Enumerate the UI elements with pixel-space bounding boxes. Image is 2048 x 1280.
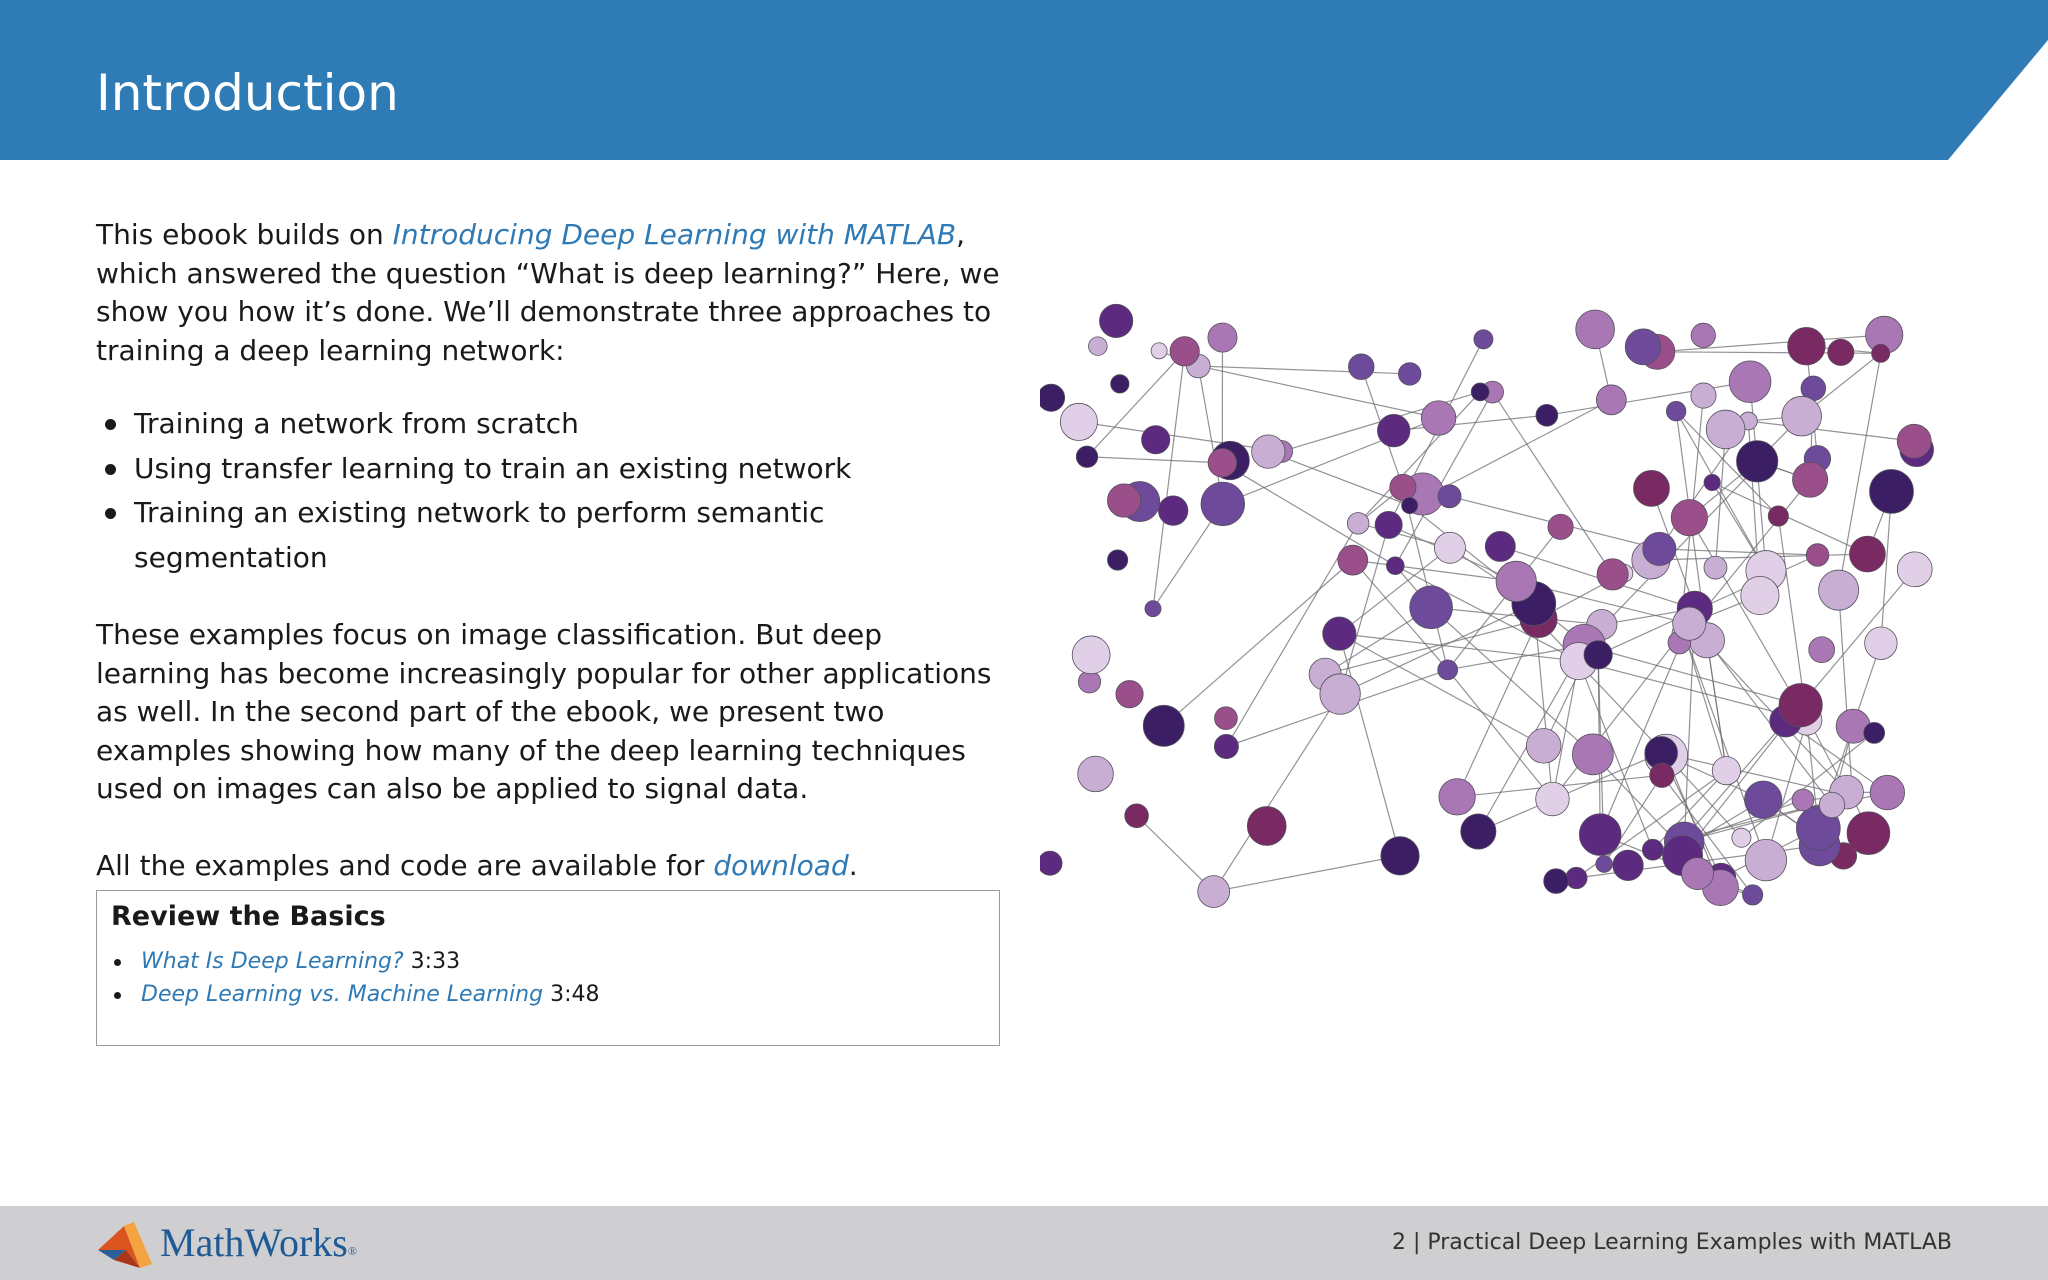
download-period: . xyxy=(848,848,858,882)
review-video-list xyxy=(111,945,600,1011)
network-edge xyxy=(1339,634,1543,746)
intro-paragraph xyxy=(96,216,1002,370)
network-node xyxy=(1650,763,1674,787)
network-node xyxy=(1377,414,1409,446)
network-node xyxy=(1566,867,1587,888)
network-node xyxy=(1806,544,1829,567)
network-node xyxy=(1214,734,1238,758)
network-node xyxy=(1793,462,1828,497)
network-node xyxy=(1143,705,1184,746)
network-node xyxy=(1584,641,1612,669)
network-node xyxy=(1438,485,1461,508)
network-node xyxy=(1625,329,1661,365)
network-edge xyxy=(1087,457,1222,463)
review-title: Review the Basics xyxy=(111,901,386,932)
network-node xyxy=(1732,828,1751,847)
network-node xyxy=(1870,775,1905,810)
network-node xyxy=(1347,513,1369,535)
network-node xyxy=(1643,532,1676,565)
network-node xyxy=(1348,354,1374,380)
network-node xyxy=(1496,561,1536,601)
network-node xyxy=(1745,781,1782,818)
network-node xyxy=(1040,384,1065,411)
intro-text-end: , which answered the question “What is deep learning?” Here, we show you how it’s done. We’ll demonstrate three approaches to training a deep learning network: xyxy=(96,218,1000,367)
network-node xyxy=(1779,683,1822,726)
network-node xyxy=(1398,363,1421,386)
network-node xyxy=(1819,570,1859,610)
network-node xyxy=(1247,807,1286,846)
network-node xyxy=(1872,344,1890,362)
network-node xyxy=(1485,531,1515,561)
mathworks-membrane-logo-icon xyxy=(96,1220,156,1270)
network-node xyxy=(1768,506,1788,526)
applications-paragraph: These examples focus on image classification. But deep learning has become increasingly popular for other applications as well. In the second part of the ebook, we present two examples showing how many of the deep learning techniques used on images can also be applied to signal data. xyxy=(96,618,992,805)
network-node xyxy=(1421,401,1456,436)
network-node xyxy=(1572,734,1613,775)
review-item xyxy=(111,978,600,1011)
network-node xyxy=(1706,410,1745,449)
intro-text-start: This ebook builds on xyxy=(96,218,393,251)
network-nodes xyxy=(1040,304,1934,907)
network-node xyxy=(1471,383,1489,401)
network-node xyxy=(1729,361,1771,403)
approach-list xyxy=(96,402,1002,580)
network-edge xyxy=(1552,661,1578,799)
download-link[interactable]: download xyxy=(713,848,849,882)
introducing-deep-learning-link[interactable]: Introducing Deep Learning with MATLAB xyxy=(392,218,957,251)
mathworks-wordmark xyxy=(160,1218,357,1268)
network-node xyxy=(1850,536,1886,572)
network-node xyxy=(1040,851,1062,875)
network-node xyxy=(1100,304,1133,337)
network-node xyxy=(1741,576,1779,614)
network-node xyxy=(1897,552,1932,587)
network-node xyxy=(1076,446,1097,467)
list-item: Training an existing network to perform semantic segmentation xyxy=(96,491,1002,580)
video-duration: 3:33 xyxy=(410,949,461,974)
network-node xyxy=(1375,511,1402,538)
network-edge xyxy=(1659,549,1817,555)
what-is-deep-learning-link[interactable]: What Is Deep Learning? xyxy=(141,949,404,974)
network-node xyxy=(1526,729,1561,764)
network-node xyxy=(1410,586,1453,629)
network-edge xyxy=(1715,429,1725,567)
network-node xyxy=(1116,681,1143,708)
network-node xyxy=(1170,337,1199,366)
network-node xyxy=(1208,449,1237,478)
network-node xyxy=(1198,876,1230,908)
review-item xyxy=(111,945,600,978)
network-node xyxy=(1125,804,1149,828)
trademark-symbol: ® xyxy=(347,1244,357,1258)
network-edge xyxy=(1339,634,1578,661)
network-node xyxy=(1788,327,1826,365)
network-node xyxy=(1579,814,1621,856)
download-text: All the examples and code are available for xyxy=(96,848,714,882)
network-node xyxy=(1536,404,1558,426)
network-node xyxy=(1828,339,1854,365)
network-node xyxy=(1107,550,1127,570)
network-node xyxy=(1864,722,1885,743)
page-title: Introduction xyxy=(96,64,399,122)
network-edge xyxy=(1153,351,1185,608)
network-node xyxy=(1745,839,1786,880)
network-node xyxy=(1596,385,1626,415)
header-banner xyxy=(0,0,2048,160)
network-node xyxy=(1865,627,1897,659)
network-node xyxy=(1208,323,1237,352)
network-node xyxy=(1402,497,1418,513)
network-node xyxy=(1704,474,1720,490)
download-paragraph xyxy=(96,847,1002,886)
deep-vs-machine-learning-link[interactable]: Deep Learning vs. Machine Learning xyxy=(141,982,544,1007)
neural-network-illustration xyxy=(1040,300,1940,920)
network-edge xyxy=(1712,482,1867,554)
network-node xyxy=(1847,812,1890,855)
network-edge xyxy=(1839,590,1853,796)
network-node xyxy=(1596,856,1613,873)
network-node xyxy=(1215,707,1238,730)
network-edge xyxy=(1547,382,1750,416)
network-node xyxy=(1736,441,1777,482)
network-node xyxy=(1438,660,1458,680)
network-node xyxy=(1089,337,1108,356)
network-node xyxy=(1682,858,1714,890)
list-item: Training a network from scratch xyxy=(96,402,1002,447)
network-edge xyxy=(1457,619,1538,797)
network-node xyxy=(1060,403,1097,440)
network-node xyxy=(1671,500,1707,536)
network-node xyxy=(1544,869,1569,894)
network-node xyxy=(1704,556,1727,579)
network-node xyxy=(1323,617,1356,650)
network-edge xyxy=(1214,856,1400,892)
page-info xyxy=(1392,1230,1952,1255)
network-node xyxy=(1633,470,1669,506)
video-duration: 3:48 xyxy=(550,982,600,1007)
network-node xyxy=(1536,782,1570,816)
network-node xyxy=(1461,814,1496,849)
network-node xyxy=(1338,545,1368,575)
page-separator: | xyxy=(1412,1230,1421,1255)
footer-bar xyxy=(0,1206,2048,1280)
network-node xyxy=(1666,401,1686,421)
network-node xyxy=(1107,484,1140,517)
network-edge xyxy=(1748,421,1914,441)
network-edge xyxy=(1079,422,1282,452)
network-node xyxy=(1439,779,1475,815)
document-title: Practical Deep Learning Examples with MATLAB xyxy=(1427,1230,1952,1255)
logo-text: MathWorks xyxy=(160,1220,348,1265)
network-node xyxy=(1782,396,1822,436)
review-basics-box xyxy=(96,890,1000,1046)
page-number: 2 xyxy=(1391,1230,1406,1255)
network-node xyxy=(1158,496,1187,525)
network-node xyxy=(1474,330,1493,349)
network-node xyxy=(1320,674,1360,714)
network-node xyxy=(1252,435,1285,468)
network-node xyxy=(1201,482,1245,526)
network-node xyxy=(1809,637,1835,663)
network-node xyxy=(1386,557,1404,575)
network-node xyxy=(1597,559,1628,590)
network-node xyxy=(1819,792,1844,817)
network-node xyxy=(1870,470,1914,514)
network-node xyxy=(1072,636,1110,674)
network-node xyxy=(1142,426,1170,454)
network-node xyxy=(1145,601,1161,617)
network-node xyxy=(1381,837,1419,875)
list-item: Using transfer learning to train an existing network xyxy=(96,447,1002,492)
network-node xyxy=(1548,514,1573,539)
network-node xyxy=(1691,323,1715,347)
network-node xyxy=(1111,375,1129,393)
network-node xyxy=(1642,839,1663,860)
network-node xyxy=(1897,424,1931,458)
network-node xyxy=(1673,607,1706,640)
network-node xyxy=(1613,850,1643,880)
network-edge xyxy=(1394,415,1547,430)
network-node xyxy=(1712,757,1740,785)
network-edge xyxy=(1431,607,1593,754)
network-node xyxy=(1792,789,1814,811)
network-node xyxy=(1151,343,1167,359)
network-node xyxy=(1078,756,1114,792)
network-node xyxy=(1434,532,1465,563)
main-text xyxy=(96,216,1002,885)
network-node xyxy=(1390,474,1416,500)
network-edge xyxy=(1268,452,1409,506)
network-node xyxy=(1743,885,1763,905)
network-node xyxy=(1691,383,1716,408)
network-node xyxy=(1576,310,1615,349)
